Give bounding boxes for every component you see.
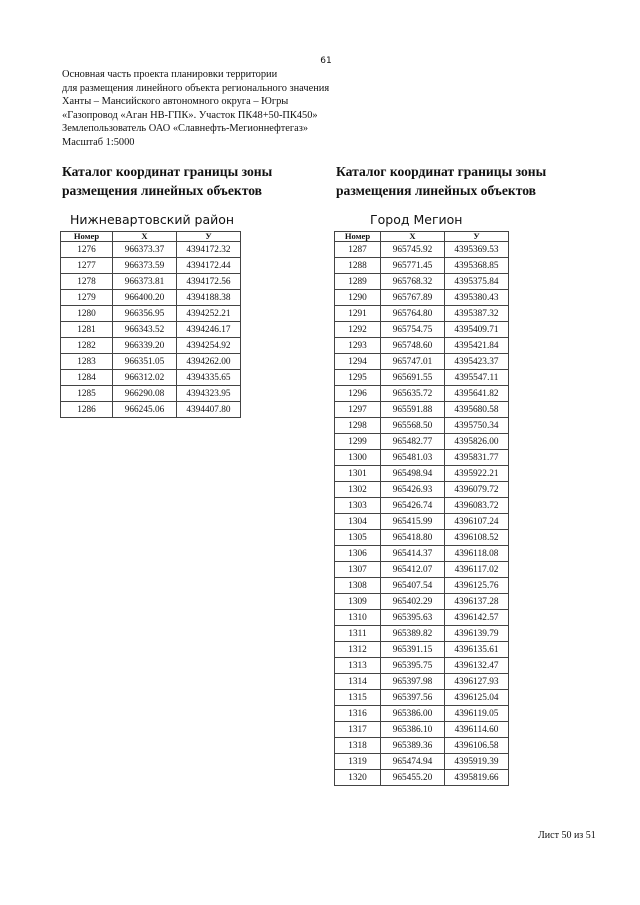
point-number-cell: 1287 — [335, 242, 381, 258]
coordinate-x-cell: 965768.32 — [381, 274, 445, 290]
table-row — [335, 370, 509, 386]
page-number: 61 — [320, 56, 332, 66]
coordinate-y-cell: 4395375.84 — [445, 274, 509, 290]
coordinate-y-cell: 4396137.28 — [445, 594, 509, 610]
catalog-title-left — [62, 162, 272, 200]
coordinate-x-cell: 965397.98 — [381, 674, 445, 690]
catalog-title-line: Каталог координат границы зоны — [336, 164, 547, 179]
coordinate-y-cell: 4394254.92 — [177, 338, 241, 354]
coordinate-x-cell: 965389.36 — [381, 738, 445, 754]
coordinate-y-cell: 4395826.00 — [445, 434, 509, 450]
region-label-left: Нижневартовский район — [70, 212, 235, 227]
coordinate-x-cell: 965395.75 — [381, 658, 445, 674]
table-row — [335, 290, 509, 306]
table-row — [61, 402, 241, 418]
table-row — [335, 610, 509, 626]
coordinate-x-cell: 965591.88 — [381, 402, 445, 418]
table-row — [335, 674, 509, 690]
coordinate-y-cell: 4396107.24 — [445, 514, 509, 530]
coordinate-y-cell: 4395368.85 — [445, 258, 509, 274]
point-number-cell: 1311 — [335, 626, 381, 642]
point-number-cell: 1319 — [335, 754, 381, 770]
catalog-title-line: Каталог координат границы зоны — [62, 164, 273, 179]
coordinate-x-cell: 966373.81 — [113, 274, 177, 290]
coordinate-y-cell: 4396119.05 — [445, 706, 509, 722]
table-row — [335, 466, 509, 482]
coordinate-x-cell: 965426.74 — [381, 498, 445, 514]
table-row — [335, 498, 509, 514]
coordinate-x-cell: 966245.06 — [113, 402, 177, 418]
coordinate-y-cell: 4395750.34 — [445, 418, 509, 434]
point-number-cell: 1301 — [335, 466, 381, 482]
point-number-cell: 1300 — [335, 450, 381, 466]
coordinate-x-cell: 966373.37 — [113, 242, 177, 258]
coordinate-y-cell: 4394335.65 — [177, 370, 241, 386]
coordinate-y-cell: 4395409.71 — [445, 322, 509, 338]
coordinate-x-cell: 965426.93 — [381, 482, 445, 498]
point-number-cell: 1312 — [335, 642, 381, 658]
coordinate-x-cell: 965415.99 — [381, 514, 445, 530]
coordinate-y-cell: 4395641.82 — [445, 386, 509, 402]
coordinate-x-cell: 965474.94 — [381, 754, 445, 770]
coordinate-y-cell: 4394323.95 — [177, 386, 241, 402]
coordinate-y-cell: 4395369.53 — [445, 242, 509, 258]
coordinates-table-left — [60, 231, 241, 418]
coordinate-y-cell: 4395831.77 — [445, 450, 509, 466]
coordinate-y-cell: 4394246.17 — [177, 322, 241, 338]
point-number-cell: 1279 — [61, 290, 113, 306]
point-number-cell: 1318 — [335, 738, 381, 754]
coordinate-x-cell: 965455.20 — [381, 770, 445, 786]
table-row — [335, 722, 509, 738]
coordinate-y-cell: 4396108.52 — [445, 530, 509, 546]
table-row — [335, 642, 509, 658]
point-number-cell: 1276 — [61, 242, 113, 258]
coordinate-y-cell: 4395680.58 — [445, 402, 509, 418]
coordinate-x-cell: 966356.95 — [113, 306, 177, 322]
header-line: Масштаб 1:5000 — [62, 136, 135, 148]
table-row — [61, 370, 241, 386]
table-row — [335, 530, 509, 546]
point-number-cell: 1280 — [61, 306, 113, 322]
point-number-cell: 1292 — [335, 322, 381, 338]
table-row — [335, 386, 509, 402]
point-number-cell: 1293 — [335, 338, 381, 354]
table-row — [61, 290, 241, 306]
point-number-cell: 1299 — [335, 434, 381, 450]
column-header-y: У — [177, 232, 241, 242]
point-number-cell: 1289 — [335, 274, 381, 290]
coordinate-y-cell: 4395922.21 — [445, 466, 509, 482]
point-number-cell: 1315 — [335, 690, 381, 706]
coordinate-y-cell: 4396139.79 — [445, 626, 509, 642]
coordinate-x-cell: 965745.92 — [381, 242, 445, 258]
table-row — [335, 418, 509, 434]
coordinate-x-cell: 966373.59 — [113, 258, 177, 274]
table-row — [335, 354, 509, 370]
coordinate-y-cell: 4396125.76 — [445, 578, 509, 594]
coordinates-table-right — [334, 231, 509, 786]
point-number-cell: 1304 — [335, 514, 381, 530]
point-number-cell: 1294 — [335, 354, 381, 370]
point-number-cell: 1317 — [335, 722, 381, 738]
header-line: Основная часть проекта планировки территории — [62, 69, 278, 80]
coordinate-y-cell: 4395547.11 — [445, 370, 509, 386]
table-row — [335, 322, 509, 338]
point-number-cell: 1281 — [61, 322, 113, 338]
table-body-left — [61, 242, 241, 418]
table-row — [61, 242, 241, 258]
coordinate-x-cell: 966312.02 — [113, 370, 177, 386]
point-number-cell: 1307 — [335, 562, 381, 578]
coordinate-y-cell: 4395380.43 — [445, 290, 509, 306]
column-header-x: X — [113, 232, 177, 242]
point-number-cell: 1291 — [335, 306, 381, 322]
region-label-right: Город Мегион — [370, 212, 463, 227]
point-number-cell: 1303 — [335, 498, 381, 514]
point-number-cell: 1278 — [61, 274, 113, 290]
point-number-cell: 1316 — [335, 706, 381, 722]
table-row — [335, 242, 509, 258]
table-row — [335, 626, 509, 642]
coordinate-y-cell: 4394407.80 — [177, 402, 241, 418]
sheet-number: Лист 50 из 51 — [538, 830, 596, 841]
table-row — [335, 690, 509, 706]
coordinate-y-cell: 4395423.37 — [445, 354, 509, 370]
table-row — [335, 562, 509, 578]
coordinate-x-cell: 965747.01 — [381, 354, 445, 370]
coordinate-y-cell: 4395387.32 — [445, 306, 509, 322]
table-row — [335, 594, 509, 610]
coordinate-x-cell: 966339.20 — [113, 338, 177, 354]
column-header-x: X — [381, 232, 445, 242]
coordinate-x-cell: 965414.37 — [381, 546, 445, 562]
table-row — [335, 258, 509, 274]
coordinate-y-cell: 4396142.57 — [445, 610, 509, 626]
point-number-cell: 1277 — [61, 258, 113, 274]
catalog-title-line: размещения линейных объектов — [336, 183, 536, 198]
coordinate-y-cell: 4394252.21 — [177, 306, 241, 322]
column-header-y: У — [445, 232, 509, 242]
table-row — [61, 338, 241, 354]
coordinate-y-cell: 4396132.47 — [445, 658, 509, 674]
table-row — [61, 258, 241, 274]
coordinate-x-cell: 965386.10 — [381, 722, 445, 738]
table-row — [335, 738, 509, 754]
coordinate-x-cell: 965402.29 — [381, 594, 445, 610]
coordinate-y-cell: 4394172.32 — [177, 242, 241, 258]
coordinate-y-cell: 4394262.00 — [177, 354, 241, 370]
coordinate-y-cell: 4396127.93 — [445, 674, 509, 690]
table-row — [335, 482, 509, 498]
point-number-cell: 1290 — [335, 290, 381, 306]
point-number-cell: 1305 — [335, 530, 381, 546]
catalog-title-line: размещения линейных объектов — [62, 183, 262, 198]
coordinate-y-cell: 4396083.72 — [445, 498, 509, 514]
header-line: для размещения линейного объекта регионального значения — [62, 82, 330, 94]
coordinate-x-cell: 965498.94 — [381, 466, 445, 482]
coordinate-x-cell: 965767.89 — [381, 290, 445, 306]
coordinate-y-cell: 4396117.02 — [445, 562, 509, 578]
coordinate-y-cell: 4396114.60 — [445, 722, 509, 738]
coordinate-y-cell: 4395819.66 — [445, 770, 509, 786]
point-number-cell: 1285 — [61, 386, 113, 402]
coordinate-x-cell: 965568.50 — [381, 418, 445, 434]
table-row — [335, 450, 509, 466]
point-number-cell: 1309 — [335, 594, 381, 610]
coordinate-x-cell: 965635.72 — [381, 386, 445, 402]
coordinate-x-cell: 965412.07 — [381, 562, 445, 578]
document-header — [62, 68, 329, 150]
point-number-cell: 1308 — [335, 578, 381, 594]
point-number-cell: 1310 — [335, 610, 381, 626]
point-number-cell: 1298 — [335, 418, 381, 434]
coordinate-y-cell: 4396135.61 — [445, 642, 509, 658]
table-row — [335, 274, 509, 290]
point-number-cell: 1295 — [335, 370, 381, 386]
point-number-cell: 1320 — [335, 770, 381, 786]
point-number-cell: 1288 — [335, 258, 381, 274]
point-number-cell: 1302 — [335, 482, 381, 498]
table-row — [335, 434, 509, 450]
coordinate-y-cell: 4395919.39 — [445, 754, 509, 770]
coordinate-y-cell: 4396106.58 — [445, 738, 509, 754]
table-row — [335, 402, 509, 418]
table-body-right — [335, 242, 509, 786]
point-number-cell: 1313 — [335, 658, 381, 674]
table-row — [335, 578, 509, 594]
point-number-cell: 1283 — [61, 354, 113, 370]
point-number-cell: 1306 — [335, 546, 381, 562]
coordinate-y-cell: 4394188.38 — [177, 290, 241, 306]
table-row — [61, 306, 241, 322]
coordinate-x-cell: 966351.05 — [113, 354, 177, 370]
coordinate-y-cell: 4396079.72 — [445, 482, 509, 498]
table-row — [335, 546, 509, 562]
coordinate-x-cell: 965754.75 — [381, 322, 445, 338]
coordinate-x-cell: 965389.82 — [381, 626, 445, 642]
coordinate-x-cell: 965397.56 — [381, 690, 445, 706]
table-row — [61, 354, 241, 370]
column-header-number: Номер — [61, 232, 113, 242]
header-line: «Газопровод «Аган НВ-ГПК». Участок ПК48+50-ПК450» — [62, 109, 318, 121]
table-header-row — [61, 232, 241, 242]
table-row — [61, 322, 241, 338]
coordinate-x-cell: 965391.15 — [381, 642, 445, 658]
point-number-cell: 1286 — [61, 402, 113, 418]
header-line: Ханты – Мансийского автономного округа – Югры — [62, 96, 289, 108]
point-number-cell: 1284 — [61, 370, 113, 386]
table-row — [335, 306, 509, 322]
coordinate-x-cell: 965764.80 — [381, 306, 445, 322]
coordinate-x-cell: 965771.45 — [381, 258, 445, 274]
coordinate-x-cell: 965418.80 — [381, 530, 445, 546]
coordinate-x-cell: 965482.77 — [381, 434, 445, 450]
coordinate-x-cell: 965691.55 — [381, 370, 445, 386]
point-number-cell: 1297 — [335, 402, 381, 418]
point-number-cell: 1282 — [61, 338, 113, 354]
table-row — [335, 770, 509, 786]
coordinate-y-cell: 4395421.84 — [445, 338, 509, 354]
table-row — [335, 754, 509, 770]
coordinate-x-cell: 965481.03 — [381, 450, 445, 466]
coordinate-x-cell: 965748.60 — [381, 338, 445, 354]
coordinate-x-cell: 965407.54 — [381, 578, 445, 594]
table-row — [61, 274, 241, 290]
coordinate-x-cell: 966343.52 — [113, 322, 177, 338]
point-number-cell: 1296 — [335, 386, 381, 402]
table-row — [335, 658, 509, 674]
column-header-number: Номер — [335, 232, 381, 242]
coordinate-x-cell: 965386.00 — [381, 706, 445, 722]
coordinate-y-cell: 4396118.08 — [445, 546, 509, 562]
catalog-title-right — [336, 162, 546, 200]
header-line: Землепользователь ОАО «Славнефть-Мегионнефтегаз» — [62, 123, 309, 135]
point-number-cell: 1314 — [335, 674, 381, 690]
table-header-row — [335, 232, 509, 242]
coordinate-y-cell: 4394172.56 — [177, 274, 241, 290]
table-row — [335, 706, 509, 722]
table-row — [335, 338, 509, 354]
coordinate-y-cell: 4396125.04 — [445, 690, 509, 706]
table-row — [61, 386, 241, 402]
coordinate-x-cell: 966290.08 — [113, 386, 177, 402]
coordinate-x-cell: 965395.63 — [381, 610, 445, 626]
coordinate-x-cell: 966400.20 — [113, 290, 177, 306]
table-row — [335, 514, 509, 530]
coordinate-y-cell: 4394172.44 — [177, 258, 241, 274]
